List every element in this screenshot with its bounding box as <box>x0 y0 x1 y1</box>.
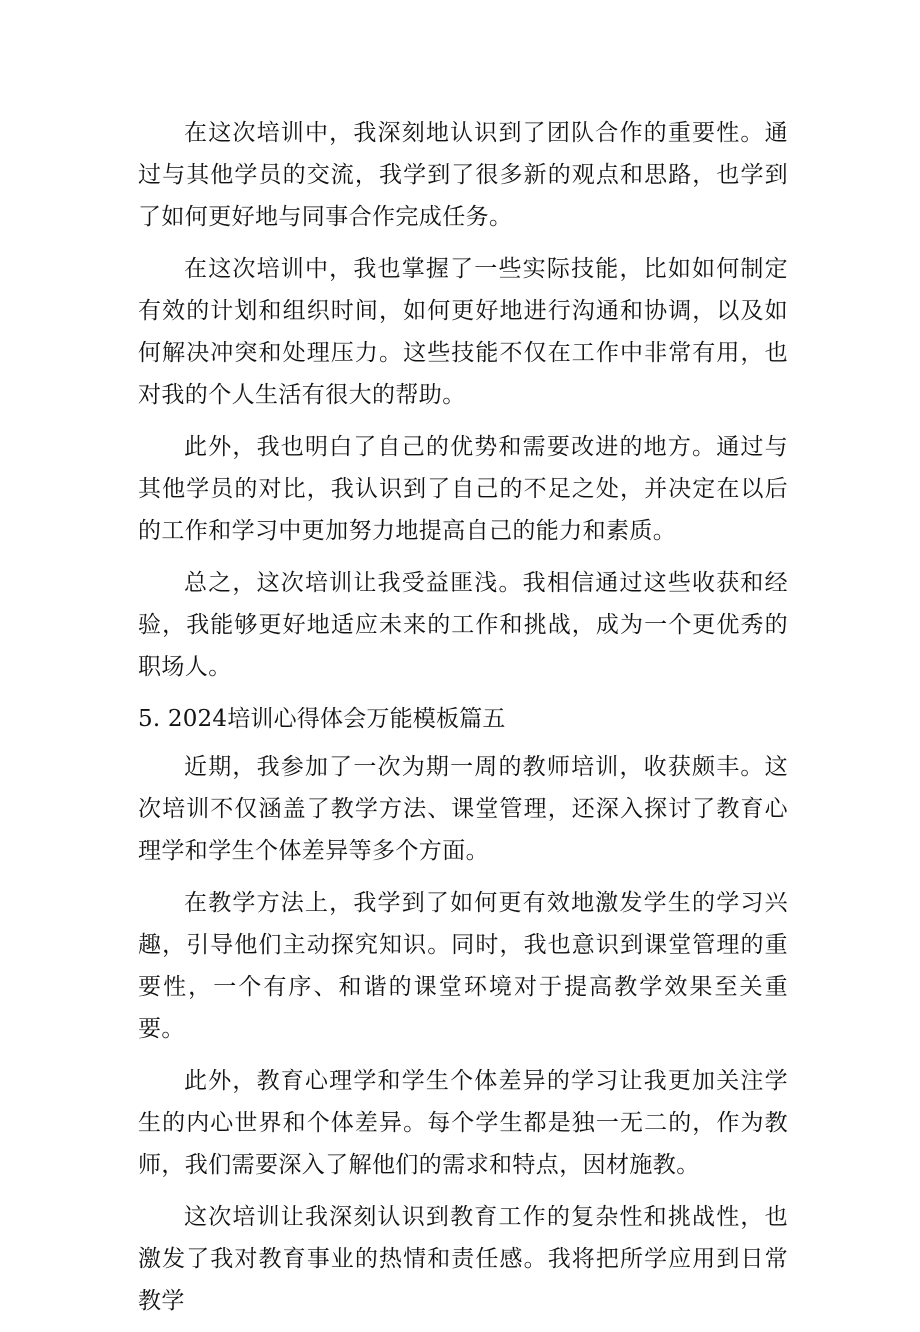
section-heading: 5. 2024培训心得体会万能模板篇五 <box>138 706 506 732</box>
paragraph-self-reflection: 此外，我也明白了自己的优势和需要改进的地方。通过与其他学员的对比，我认识到了自己的不足之处，并决定在以后的工作和学习中更加努力地提高自己的能力和素质。 <box>138 434 788 544</box>
document-body <box>138 112 788 1332</box>
paragraph-teacher-training: 近期，我参加了一次为期一周的教师培训，收获颇丰。这次培训不仅涵盖了教学方法、课堂管理，还深入探讨了教育心理学和学生个体差异等多个方面。 <box>138 754 788 864</box>
paragraph-teaching-methods: 在教学方法上，我学到了如何更有效地激发学生的学习兴趣，引导他们主动探究知识。同时，我也意识到课堂管理的重要性，一个有序、和谐的课堂环境对于提高教学效果至关重要。 <box>138 890 788 1042</box>
paragraph-summary: 总之，这次培训让我受益匪浅。我相信通过这些收获和经验，我能够更好地适应未来的工作和挑战，成为一个更优秀的职场人。 <box>138 570 788 680</box>
paragraph-educational-psychology: 此外，教育心理学和学生个体差异的学习让我更加关注学生的内心世界和个体差异。每个学生都是独一无二的，作为教师，我们需要深入了解他们的需求和特点，因材施教。 <box>138 1068 788 1178</box>
paragraph-teamwork: 在这次培训中，我深刻地认识到了团队合作的重要性。通过与其他学员的交流，我学到了很多新的观点和思路，也学到了如何更好地与同事合作完成任务。 <box>138 120 788 230</box>
paragraph-conclusion: 这次培训让我深刻认识到教育工作的复杂性和挑战性，也激发了我对教育事业的热情和责任感。我将把所学应用到日常教学 <box>138 1204 788 1314</box>
paragraph-practical-skills: 在这次培训中，我也掌握了一些实际技能，比如如何制定有效的计划和组织时间，如何更好地进行沟通和协调，以及如何解决冲突和处理压力。这些技能不仅在工作中非常有用，也对我的个人生活有很大的帮助。 <box>138 256 788 408</box>
